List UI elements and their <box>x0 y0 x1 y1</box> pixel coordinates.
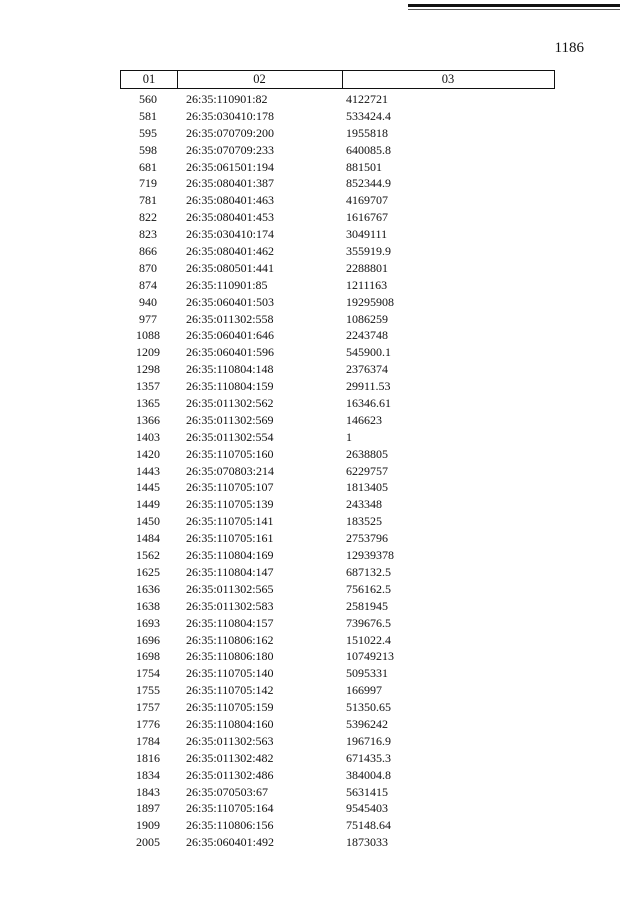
table-row <box>120 327 555 344</box>
table-row <box>120 699 555 716</box>
table-row <box>120 344 555 361</box>
table-row <box>120 834 555 851</box>
table-cell-col-2: 26:35:110804:157 <box>186 615 274 630</box>
table-cell-col-2: 26:35:110705:164 <box>186 801 274 816</box>
table-cell-col-1: 1698 <box>136 649 160 664</box>
table-row <box>120 767 555 784</box>
table-cell-col-3: 2753796 <box>346 531 388 546</box>
table-cell-col-1: 1443 <box>136 463 160 478</box>
table-cell-col-2: 26:35:030410:178 <box>186 108 275 123</box>
table-cell-col-2: 26:35:110705:107 <box>186 480 274 495</box>
table-row <box>120 682 555 699</box>
table-cell-col-1: 719 <box>139 176 157 191</box>
table-cell-col-3: 196716.9 <box>346 733 391 748</box>
table-row <box>120 159 555 176</box>
table-cell-col-2: 26:35:080501:441 <box>186 260 275 275</box>
table-cell-col-1: 1755 <box>136 683 160 698</box>
table-cell-col-1: 1403 <box>136 429 160 444</box>
table-cell-col-2: 26:35:011302:569 <box>186 412 274 427</box>
table-row <box>120 108 555 125</box>
table-cell-col-1: 2005 <box>136 835 160 850</box>
table-cell-col-1: 1757 <box>136 700 160 715</box>
table-cell-col-1: 1365 <box>136 396 160 411</box>
table-cell-col-1: 1816 <box>136 750 160 765</box>
table-cell-col-3: 881501 <box>346 159 382 174</box>
table-cell-col-2: 26:35:110705:139 <box>186 497 274 512</box>
table-cell-col-3: 183525 <box>346 514 382 529</box>
table-row <box>120 615 555 632</box>
table-cell-col-3: 533424.4 <box>346 108 391 123</box>
table-cell-col-2: 26:35:011302:558 <box>186 311 274 326</box>
table-body <box>120 91 555 851</box>
table-row <box>120 192 555 209</box>
table-cell-col-3: 9545403 <box>346 801 388 816</box>
table-row <box>120 311 555 328</box>
table-cell-col-3: 756162.5 <box>346 581 391 596</box>
table-cell-col-3: 545900.1 <box>346 345 391 360</box>
table-row <box>120 277 555 294</box>
table-cell-col-1: 1366 <box>136 412 160 427</box>
table-row <box>120 479 555 496</box>
table-cell-col-3: 5631415 <box>346 784 388 799</box>
table-cell-col-3: 4122721 <box>346 92 388 106</box>
table-row <box>120 581 555 598</box>
table-row <box>120 463 555 480</box>
table-cell-col-2: 26:35:110705:140 <box>186 666 274 681</box>
table-cell-col-3: 243348 <box>346 497 382 512</box>
table-cell-col-2: 26:35:070803:214 <box>186 463 275 478</box>
table-cell-col-2: 26:35:080401:462 <box>186 244 275 259</box>
table-row <box>120 513 555 530</box>
table-cell-col-3: 1 <box>346 429 352 444</box>
table-cell-col-1: 870 <box>139 260 157 275</box>
table-cell-col-1: 1449 <box>136 497 160 512</box>
table-cell-col-1: 1209 <box>136 345 160 360</box>
table-cell-col-1: 1357 <box>136 379 160 394</box>
table-cell-col-2: 26:35:011302:565 <box>186 581 274 596</box>
table-cell-col-2: 26:35:011302:486 <box>186 767 274 782</box>
table-cell-col-3: 2581945 <box>346 598 388 613</box>
table-row <box>120 784 555 801</box>
column-header-01: 01 <box>121 71 178 88</box>
table-row <box>120 91 555 108</box>
table-row <box>120 446 555 463</box>
table-row <box>120 175 555 192</box>
table-cell-col-3: 5396242 <box>346 716 388 731</box>
table-cell-col-3: 6229757 <box>346 463 388 478</box>
table-cell-col-2: 26:35:110705:142 <box>186 683 274 698</box>
table-cell-col-2: 26:35:110705:141 <box>186 514 274 529</box>
table-cell-col-2: 26:35:060401:596 <box>186 345 275 360</box>
table-cell-col-2: 26:35:110806:162 <box>186 632 274 647</box>
table-cell-col-3: 75148.64 <box>346 818 391 833</box>
table-cell-col-3: 12939378 <box>346 548 394 563</box>
table-cell-col-1: 1445 <box>136 480 160 495</box>
table-row <box>120 733 555 750</box>
table-cell-col-1: 781 <box>139 193 157 208</box>
table-cell-col-2: 26:35:080401:463 <box>186 193 275 208</box>
table-cell-col-1: 1298 <box>136 362 160 377</box>
table-cell-col-3: 1955818 <box>346 125 388 140</box>
table-cell-col-3: 640085.8 <box>346 142 391 157</box>
table-cell-col-1: 1696 <box>136 632 160 647</box>
table-cell-col-1: 1625 <box>136 564 160 579</box>
table-row <box>120 243 555 260</box>
table-cell-col-3: 687132.5 <box>346 564 391 579</box>
table-cell-col-2: 26:35:080401:387 <box>186 176 275 191</box>
table-cell-col-2: 26:35:110806:180 <box>186 649 274 664</box>
table-cell-col-2: 26:35:110804:160 <box>186 716 274 731</box>
table-cell-col-2: 26:35:110804:148 <box>186 362 274 377</box>
column-header-02: 02 <box>177 71 343 88</box>
table-cell-col-1: 1693 <box>136 615 160 630</box>
table-cell-col-2: 26:35:080401:453 <box>186 210 275 225</box>
table-row <box>120 598 555 615</box>
table-cell-col-3: 151022.4 <box>346 632 391 647</box>
table-cell-col-1: 866 <box>139 244 157 259</box>
table-row <box>120 209 555 226</box>
table-cell-col-2: 26:35:110901:85 <box>186 277 268 292</box>
table-cell-col-2: 26:35:110806:156 <box>186 818 274 833</box>
table-cell-col-1: 1784 <box>136 733 160 748</box>
table-cell-col-1: 1754 <box>136 666 160 681</box>
table-cell-col-3: 5095331 <box>346 666 388 681</box>
table-cell-col-3: 2288801 <box>346 260 388 275</box>
table-row <box>120 750 555 767</box>
table-cell-col-2: 26:35:070709:233 <box>186 142 275 157</box>
table-cell-col-2: 26:35:061501:194 <box>186 159 275 174</box>
table-cell-col-3: 10749213 <box>346 649 394 664</box>
table-cell-col-2: 26:35:070503:67 <box>186 784 269 799</box>
table-row <box>120 716 555 733</box>
table-row <box>120 125 555 142</box>
table-cell-col-3: 671435.3 <box>346 750 391 765</box>
table-cell-col-3: 146623 <box>346 412 382 427</box>
table-row <box>120 496 555 513</box>
table-row <box>120 412 555 429</box>
table-row <box>120 547 555 564</box>
table-cell-col-3: 1873033 <box>346 835 388 850</box>
table-cell-col-1: 1562 <box>136 548 160 563</box>
table-cell-col-2: 26:35:011302:554 <box>186 429 274 444</box>
table-cell-col-2: 26:35:030410:174 <box>186 227 275 242</box>
table-cell-col-2: 26:35:110804:159 <box>186 379 274 394</box>
table-cell-col-1: 598 <box>139 142 157 157</box>
table-cell-col-1: 1909 <box>136 818 160 833</box>
table-cell-col-2: 26:35:110901:82 <box>186 92 268 106</box>
table-row <box>120 665 555 682</box>
table-row <box>120 142 555 159</box>
table-cell-col-3: 3049111 <box>346 227 388 242</box>
table-cell-col-1: 595 <box>139 125 157 140</box>
table-cell-col-3: 2638805 <box>346 446 388 461</box>
table-row <box>120 648 555 665</box>
table-cell-col-2: 26:35:070709:200 <box>186 125 275 140</box>
table-cell-col-3: 2376374 <box>346 362 388 377</box>
table-cell-col-3: 16346.61 <box>346 396 391 411</box>
table-cell-col-1: 940 <box>139 294 157 309</box>
table-row <box>120 429 555 446</box>
table-cell-col-2: 26:35:060401:503 <box>186 294 275 309</box>
table-cell-col-2: 26:35:110804:169 <box>186 548 274 563</box>
table-cell-col-2: 26:35:060401:646 <box>186 328 275 343</box>
top-rule-thin <box>408 9 620 10</box>
table-cell-col-3: 29911.53 <box>346 379 391 394</box>
table-cell-col-1: 822 <box>139 210 157 225</box>
table-cell-col-2: 26:35:110804:147 <box>186 564 274 579</box>
table-header <box>120 70 555 89</box>
table-cell-col-3: 166997 <box>346 683 382 698</box>
table-cell-col-3: 739676.5 <box>346 615 391 630</box>
table-cell-col-3: 19295908 <box>346 294 394 309</box>
table-cell-col-2: 26:35:011302:482 <box>186 750 274 765</box>
table-cell-col-2: 26:35:110705:161 <box>186 531 274 546</box>
table-cell-col-1: 1638 <box>136 598 160 613</box>
table-row <box>120 294 555 311</box>
table-cell-col-1: 1834 <box>136 767 160 782</box>
table-cell-col-2: 26:35:011302:562 <box>186 396 274 411</box>
table-row <box>120 817 555 834</box>
table-cell-col-1: 1450 <box>136 514 160 529</box>
table-row <box>120 564 555 581</box>
top-rule <box>408 4 620 7</box>
page-number: 1186 <box>554 40 584 56</box>
table-cell-col-2: 26:35:060401:492 <box>186 835 275 850</box>
table-row <box>120 378 555 395</box>
table-row <box>120 395 555 412</box>
table-cell-col-3: 1086259 <box>346 311 388 326</box>
table-cell-col-1: 1897 <box>136 801 160 816</box>
table-row <box>120 632 555 649</box>
table-cell-col-1: 1636 <box>136 581 160 596</box>
table-cell-col-3: 4169707 <box>346 193 388 208</box>
table-cell-col-2: 26:35:011302:583 <box>186 598 274 613</box>
table-row <box>120 530 555 547</box>
table-row <box>120 361 555 378</box>
table-cell-col-2: 26:35:110705:159 <box>186 700 274 715</box>
table-cell-col-1: 1843 <box>136 784 160 799</box>
table-cell-col-3: 355919.9 <box>346 244 391 259</box>
table-cell-col-3: 51350.65 <box>346 700 391 715</box>
table-cell-col-3: 1211163 <box>346 277 388 292</box>
table-cell-col-1: 1484 <box>136 531 160 546</box>
table-cell-col-1: 874 <box>139 277 157 292</box>
table-cell-col-1: 560 <box>139 92 157 106</box>
table-cell-col-1: 1088 <box>136 328 160 343</box>
column-header-03: 03 <box>441 72 455 86</box>
table-cell-col-3: 1813405 <box>346 480 388 495</box>
table-cell-col-3: 384004.8 <box>346 767 391 782</box>
table-cell-col-1: 1776 <box>136 716 160 731</box>
table-row <box>120 226 555 243</box>
table-cell-col-3: 852344.9 <box>346 176 391 191</box>
table-row <box>120 260 555 277</box>
table-cell-col-3: 1616767 <box>346 210 388 225</box>
table-cell-col-3: 2243748 <box>346 328 388 343</box>
table-cell-col-1: 581 <box>139 108 157 123</box>
table-cell-col-1: 681 <box>139 159 157 174</box>
table-row <box>120 800 555 817</box>
table-cell-col-1: 1420 <box>136 446 160 461</box>
table-cell-col-2: 26:35:110705:160 <box>186 446 274 461</box>
table-cell-col-1: 823 <box>139 227 157 242</box>
table-cell-col-1: 977 <box>139 311 157 326</box>
table-cell-col-2: 26:35:011302:563 <box>186 733 274 748</box>
